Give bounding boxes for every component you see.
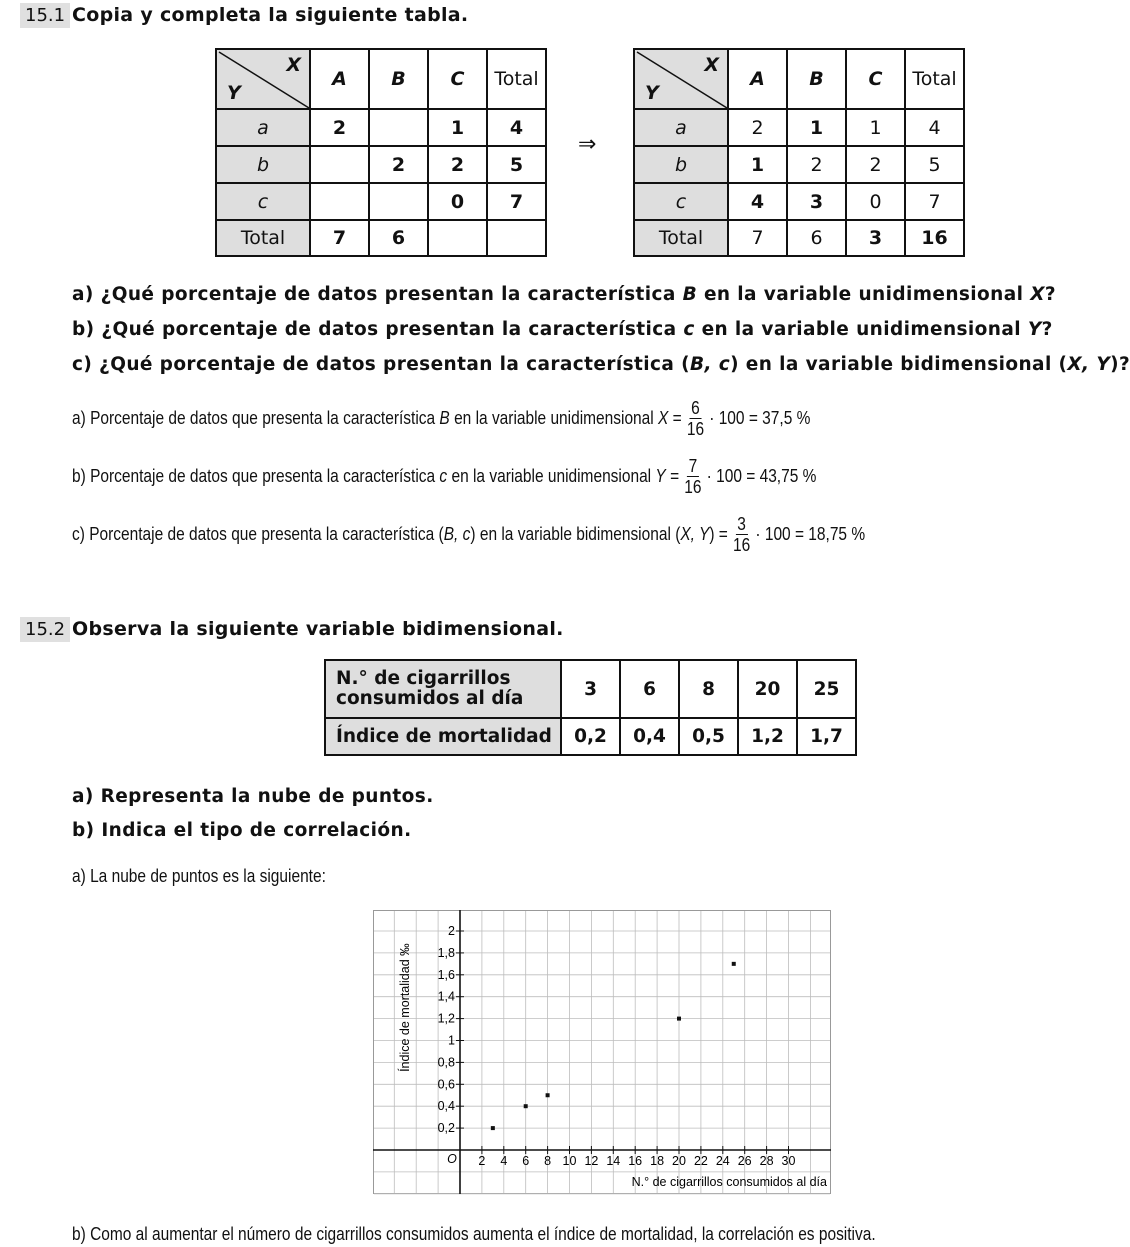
table-cell: 4 [905,109,964,146]
table-cell: 1 [787,109,846,146]
table-cell: 4 [487,109,546,146]
x-tick-label: 20 [672,1154,686,1168]
table-cell [487,220,546,256]
exercise-title: Observa la siguiente variable bidimensional. [72,618,564,640]
column-header: A [310,49,369,109]
x-tick-label: 6 [522,1154,530,1168]
y-tick-label: 0,2 [437,1121,455,1136]
table-cell: 0 [846,183,905,220]
table-cell [310,146,369,183]
question-line: a) ¿Qué porcentaje de datos presentan la característica B en la variable unidimensional X? [72,284,1057,305]
y-tick-label: 0,6 [437,1077,455,1092]
x-tick-label: 14 [606,1154,621,1168]
column-header: B [787,49,846,109]
label-line: N.° de cigarrillos [336,668,511,689]
table-cell: 2 [310,109,369,146]
x-tick-label: 26 [737,1154,752,1168]
column-header: C [846,49,905,109]
cell: 0,2 [561,718,620,755]
data-point [732,962,736,966]
cell: 0,4 [620,718,679,755]
corner-x-label: X [286,54,301,76]
implies-arrow: ⇒ [578,132,597,157]
table-cell: 2 [428,146,487,183]
table-cell: 2 [369,146,428,183]
y-tick-label: 2 [448,924,455,938]
cell: 25 [797,660,856,718]
contingency-table-incomplete [215,48,547,257]
corner-y-label: Y [645,82,659,104]
question-b: b) Indica el tipo de correlación. [72,820,412,841]
row-header: c [634,183,728,220]
x-tick-label: 10 [562,1154,577,1168]
question-line: c) ¿Qué porcentaje de datos presentan la característica (B, c) en la variable bidimensional (X, Y)? [72,354,1130,375]
x-tick-label: 22 [693,1154,708,1168]
fraction: $\frac{3}{16}$ [732,514,751,555]
answer-line: b) Porcentaje de datos que presenta la característica c en la variable unidimensional Y = $\frac{7}{16}$ · 100 = 43,75 % [72,456,817,497]
exercise-title: Copia y completa la siguiente tabla. [72,4,469,26]
cell: 1,2 [738,718,797,755]
data-point [524,1104,528,1108]
row-header: Total [216,220,310,256]
table-cell: 7 [487,183,546,220]
x-tick-label: 12 [584,1154,599,1168]
data-point [546,1093,550,1097]
table-cell: 2 [728,109,787,146]
table-cell [310,183,369,220]
y-tick-label: 1,6 [437,967,455,982]
x-tick-label: 16 [628,1154,643,1168]
table-cell: 1 [428,109,487,146]
table-cell: 3 [846,220,905,256]
row-header: b [634,146,728,183]
corner-y-label: Y [227,82,241,104]
y-axis-label: Índice de mortalidad ‰ [398,943,412,1072]
column-header: C [428,49,487,109]
exercise-number: 15.2 [20,617,70,642]
table-cell: 1 [728,146,787,183]
scatter-chart [373,910,831,1194]
table-cell: 7 [905,183,964,220]
answer-a: a) La nube de puntos es la siguiente: [72,866,326,886]
table-cell: 5 [487,146,546,183]
column-header: A [728,49,787,109]
column-header: B [369,49,428,109]
x-tick-label: 28 [759,1154,774,1168]
corner-cell [216,49,310,109]
x-tick-label: 8 [544,1154,552,1168]
y-tick-label: 1 [448,1033,455,1048]
x-tick-label: 4 [500,1154,508,1168]
table-cell [428,220,487,256]
table-cell: 2 [846,146,905,183]
row-header: Total [634,220,728,256]
table-cell: 16 [905,220,964,256]
table-cell: 7 [728,220,787,256]
y-tick-label: 1,2 [437,1011,455,1026]
x-axis-label: N.° de cigarrillos consumidos al día [631,1175,827,1189]
y-tick-label: 0,4 [437,1099,455,1114]
cell: 3 [561,660,620,718]
cell: 1,7 [797,718,856,755]
x-tick-label: 24 [715,1154,730,1168]
row-label-cigarettes [325,660,561,718]
table-cell: 6 [369,220,428,256]
row-label-mortality: Índice de mortalidad [325,718,561,755]
table-cell [369,109,428,146]
corner-cell [634,49,728,109]
cell: 20 [738,660,797,718]
table-cell: 2 [787,146,846,183]
fraction: $\frac{7}{16}$ [684,456,702,497]
table-cell: 6 [787,220,846,256]
row-header: c [216,183,310,220]
y-tick-label: 1,4 [437,989,455,1004]
column-header: Total [487,49,546,109]
corner-x-label: X [704,54,719,76]
answer-b: b) Como al aumentar el número de cigarrillos consumidos aumenta el índice de mortalidad, la correlación es positiva. [72,1224,876,1244]
x-tick-label: 30 [781,1154,796,1168]
x-tick-label: 2 [478,1154,486,1168]
table-cell [369,183,428,220]
table-cell: 5 [905,146,964,183]
table-cell: 4 [728,183,787,220]
row-header: b [216,146,310,183]
exercise-number: 15.1 [20,3,70,28]
answer-line: a) Porcentaje de datos que presenta la característica B en la variable unidimensional X = $\frac{6}{16}$ · 100 = 37,5 % [72,398,811,439]
row-header: a [634,109,728,146]
table-cell: 3 [787,183,846,220]
origin-label: O [447,1152,457,1166]
bivariate-data-table [324,659,857,756]
row-header: a [216,109,310,146]
table-cell: 0 [428,183,487,220]
answer-line: c) Porcentaje de datos que presenta la característica (B, c) en la variable bidimensional (X, Y) = $\frac{3}{16}$ · 100 = 18,75 % [72,514,866,555]
table-cell: 1 [846,109,905,146]
column-header: Total [905,49,964,109]
question-a: a) Representa la nube de puntos. [72,786,434,807]
x-tick-label: 18 [650,1154,665,1168]
y-tick-label: 0,8 [437,1055,455,1070]
cell: 6 [620,660,679,718]
data-point [677,1017,681,1021]
table-cell: 7 [310,220,369,256]
data-point [491,1126,495,1130]
label-line: consumidos al día [336,688,524,709]
contingency-table-complete [633,48,965,257]
cell: 0,5 [679,718,738,755]
cell: 8 [679,660,738,718]
question-line: b) ¿Qué porcentaje de datos presentan la característica c en la variable unidimensional Y? [72,319,1053,340]
y-tick-label: 1,8 [437,945,455,960]
fraction: $\frac{6}{16}$ [686,398,705,439]
